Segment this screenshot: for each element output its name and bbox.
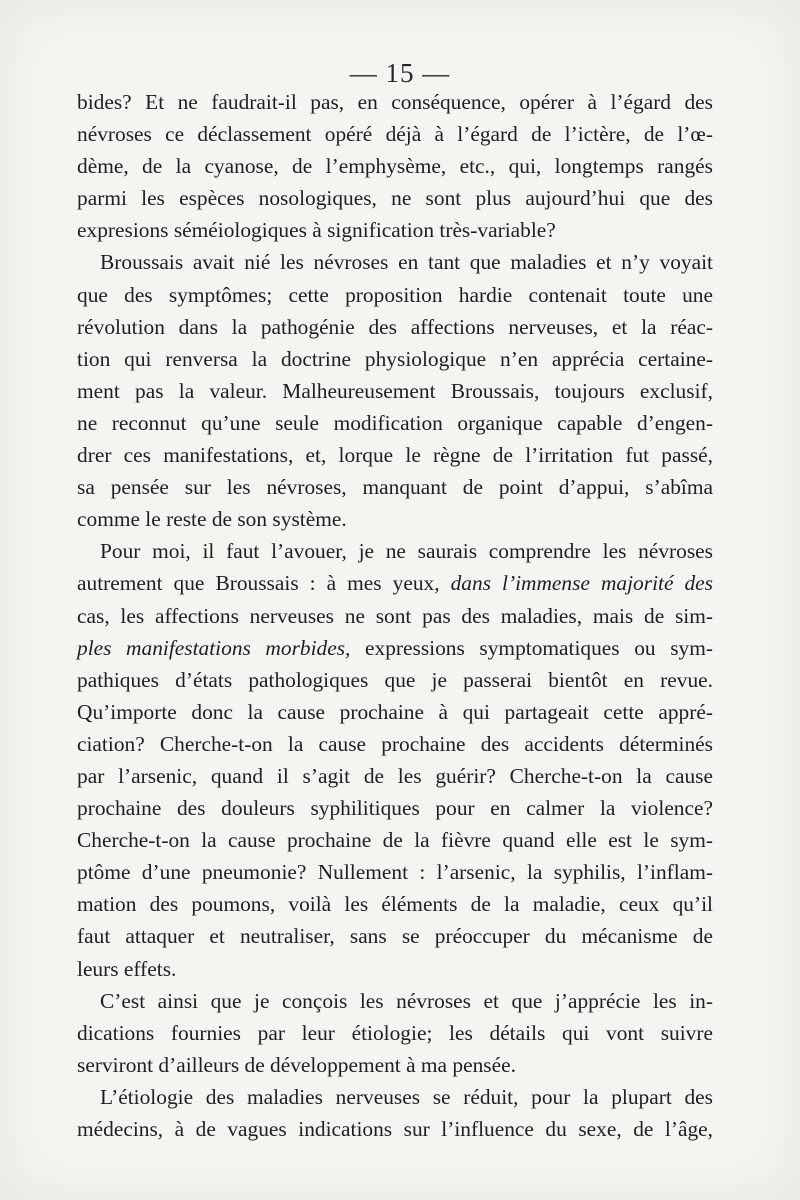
text-line: névroses ce déclassement opéré déjà à l’égard de l’ictère, de l’œ- <box>77 122 713 147</box>
page-number: — 15 — <box>349 58 451 88</box>
text-line: drer ces manifestations, et, lorque le règne de l’irritation fut passé, <box>77 443 713 468</box>
text-line: dème, de la cyanose, de l’emphysème, etc., qui, longtemps rangés <box>77 154 713 179</box>
text-line: Qu’importe donc la cause prochaine à qui partageait cette appré- <box>77 699 713 724</box>
text-segment: expressions symptomatiques ou sym- <box>350 635 713 660</box>
text-line <box>77 632 713 664</box>
paragraph-5 <box>77 1081 713 1145</box>
paragraph-2 <box>77 246 713 535</box>
italic-text: dans l’immense majorité des <box>450 571 713 596</box>
paragraph-3 <box>77 535 713 984</box>
paragraph-1 <box>77 86 713 246</box>
text-line: par l’arsenic, quand il s’agit de les guérir? Cherche-t-on la cause <box>77 763 713 788</box>
text-segment: autrement que Broussais : à mes yeux, <box>77 571 451 596</box>
text-line: ment pas la valeur. Malheureusement Broussais, toujours exclusif, <box>77 378 713 403</box>
text-line: leurs effets. <box>77 956 177 981</box>
text-line: comme le reste de son système. <box>77 507 347 532</box>
text-line: parmi les espèces nosologiques, ne sont plus aujourd’hui que des <box>77 186 713 211</box>
text-line: dications fournies par leur étiologie; les détails qui vont suivre <box>77 1020 713 1045</box>
text-line: bides? Et ne faudrait-il pas, en conséquence, opérer à l’égard des <box>77 90 713 114</box>
text-line: C’est ainsi que je conçois les névroses et que j’apprécie les in- <box>100 988 713 1013</box>
text-line: ciation? Cherche-t-on la cause prochaine des accidents déterminés <box>77 731 713 756</box>
text-line: Broussais avait nié les névroses en tant que maladies et n’y voyait <box>100 250 713 275</box>
text-line: ne reconnut qu’une seule modification organique capable d’engen- <box>77 410 713 435</box>
text-line: Pour moi, il faut l’avouer, je ne saurais comprendre les névroses <box>100 539 713 564</box>
text-line: médecins, à de vagues indications sur l’influence du sexe, de l’âge, <box>77 1117 713 1141</box>
text-line <box>77 567 713 599</box>
text-line: ptôme d’une pneumonie? Nullement : l’arsenic, la syphilis, l’inflam- <box>77 860 713 885</box>
text-line: Cherche-t-on la cause prochaine de la fièvre quand elle est le sym- <box>77 828 713 853</box>
text-line: révolution dans la pathogénie des affections nerveuses, et la réac- <box>77 314 713 339</box>
text-line: pathiques d’états pathologiques que je passerai bientôt en revue. <box>77 667 713 692</box>
text-line: prochaine des douleurs syphilitiques pour en calmer la violence? <box>77 796 713 821</box>
text-line: expresions séméiologiques à signification très-variable? <box>77 218 556 243</box>
text-line: mation des poumons, voilà les éléments de la maladie, ceux qu’il <box>77 892 713 917</box>
paragraph-4 <box>77 985 713 1081</box>
text-line: L’étiologie des maladies nerveuses se réduit, pour la plupart des <box>100 1084 713 1109</box>
italic-text-line: cas, les affections nerveuses ne sont pas des maladies, mais de sim- <box>77 603 713 628</box>
text-line: que des symptômes; cette proposition hardie contenait toute une <box>77 282 713 307</box>
text-line: faut attaquer et neutraliser, sans se préoccuper du mécanisme de <box>77 924 713 949</box>
text-line: sa pensée sur les névroses, manquant de point d’appui, s’abîma <box>77 475 713 500</box>
text-line: serviront d’ailleurs de développement à ma pensée. <box>77 1052 516 1077</box>
text-line: tion qui renversa la doctrine physiologique n’en apprécia certaine- <box>77 346 713 371</box>
italic-text: ples manifestations morbides, <box>77 635 351 660</box>
body-text <box>77 86 713 1145</box>
